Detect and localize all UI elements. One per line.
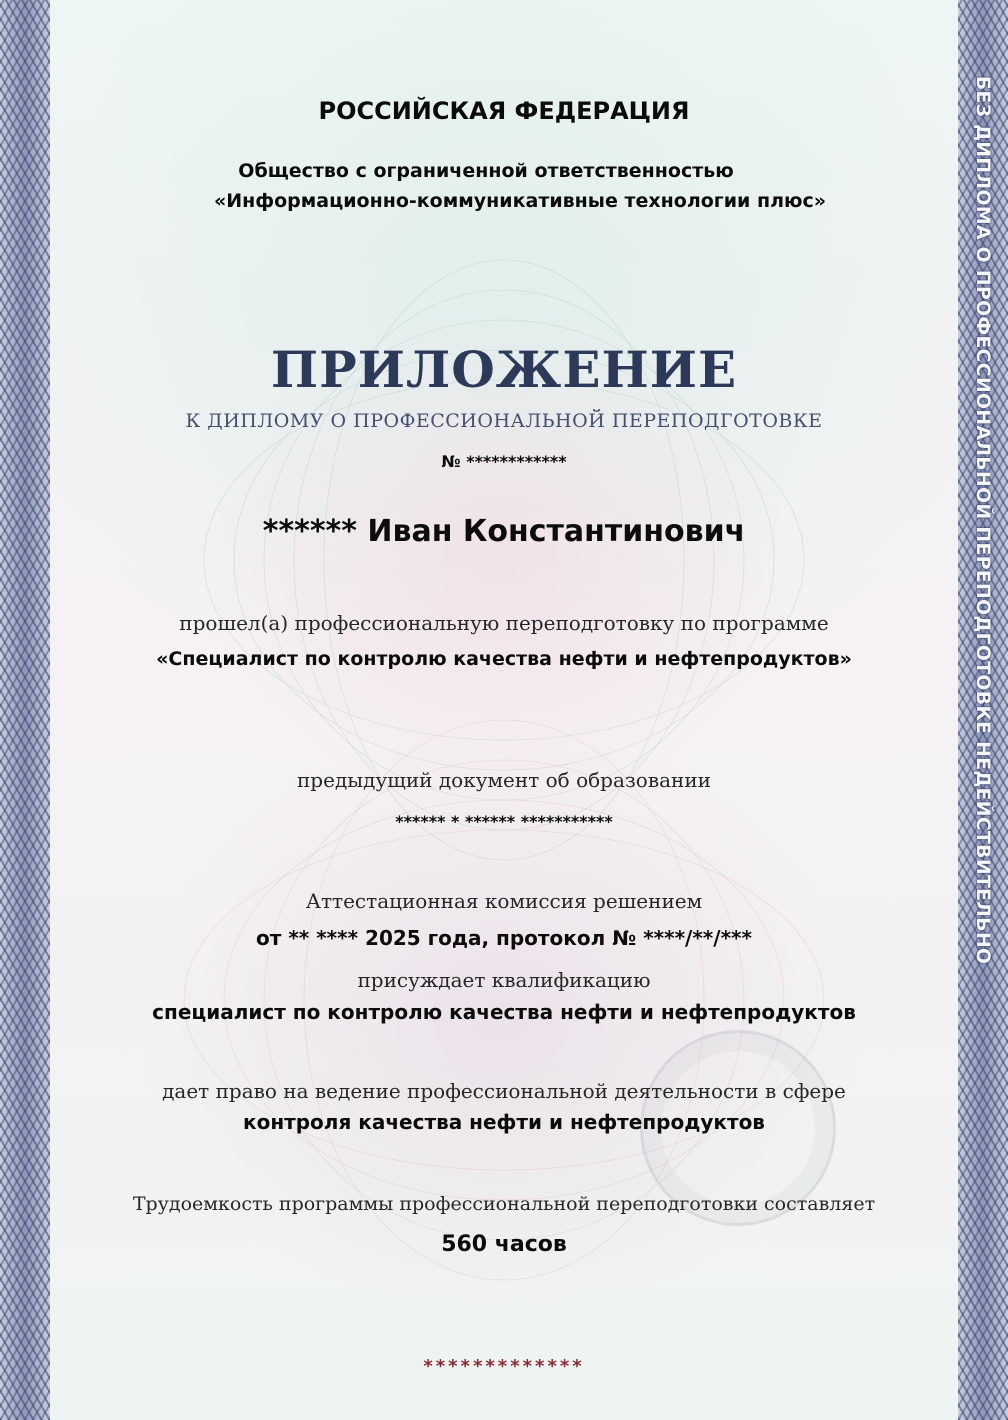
document-subtitle: К ДИПЛОМУ О ПРОФЕССИОНАЛЬНОЙ ПЕРЕПОДГОТОВКЕ — [185, 410, 823, 432]
left-security-border — [0, 0, 50, 1420]
document-title: ПРИЛОЖЕНИЕ — [270, 340, 738, 399]
country-heading: РОССИЙСКАЯ ФЕДЕРАЦИЯ — [318, 97, 690, 125]
rights-sphere: контроля качества нефти и нефтепродуктов — [243, 1110, 765, 1134]
rights-label: дает право на ведение профессиональной деятельности в сфере — [162, 1079, 846, 1103]
protocol-info: от ** **** 2025 года, протокол № ****/**/*** — [256, 926, 752, 950]
labor-intensity-label: Трудоемкость программы профессиональной переподготовки составляет — [132, 1193, 876, 1215]
document-number: № ************ — [441, 452, 567, 471]
serial-number: ************* — [423, 1356, 585, 1377]
right-security-border — [958, 0, 1008, 1420]
organization-type: Общество с ограниченной ответственностью — [238, 160, 734, 182]
organization-name: «Информационно-коммуникативные технологии плюс» — [213, 190, 827, 212]
passed-text: прошел(а) профессиональную переподготовку по программе — [179, 611, 829, 635]
right-border-text: БЕЗ ДИПЛОМА О ПРОФЕССИОНАЛЬНОЙ ПЕРЕПОДГОТОВКЕ НЕДЕЙСТВИТЕЛЬНО — [972, 75, 994, 965]
holder-full-name: ****** Иван Константинович — [262, 514, 746, 549]
program-name: «Специалист по контролю качества нефти и нефтепродуктов» — [156, 648, 852, 670]
previous-education-label: предыдущий документ об образовании — [296, 768, 712, 792]
commission-label: Аттестационная комиссия решением — [305, 889, 703, 913]
qualification-name: специалист по контролю качества нефти и нефтепродуктов — [152, 1000, 856, 1024]
labor-hours: 560 часов — [441, 1232, 567, 1257]
assigns-qualification-label: присуждает квалификацию — [357, 968, 651, 992]
previous-education-value: ****** * ****** *********** — [395, 812, 613, 831]
